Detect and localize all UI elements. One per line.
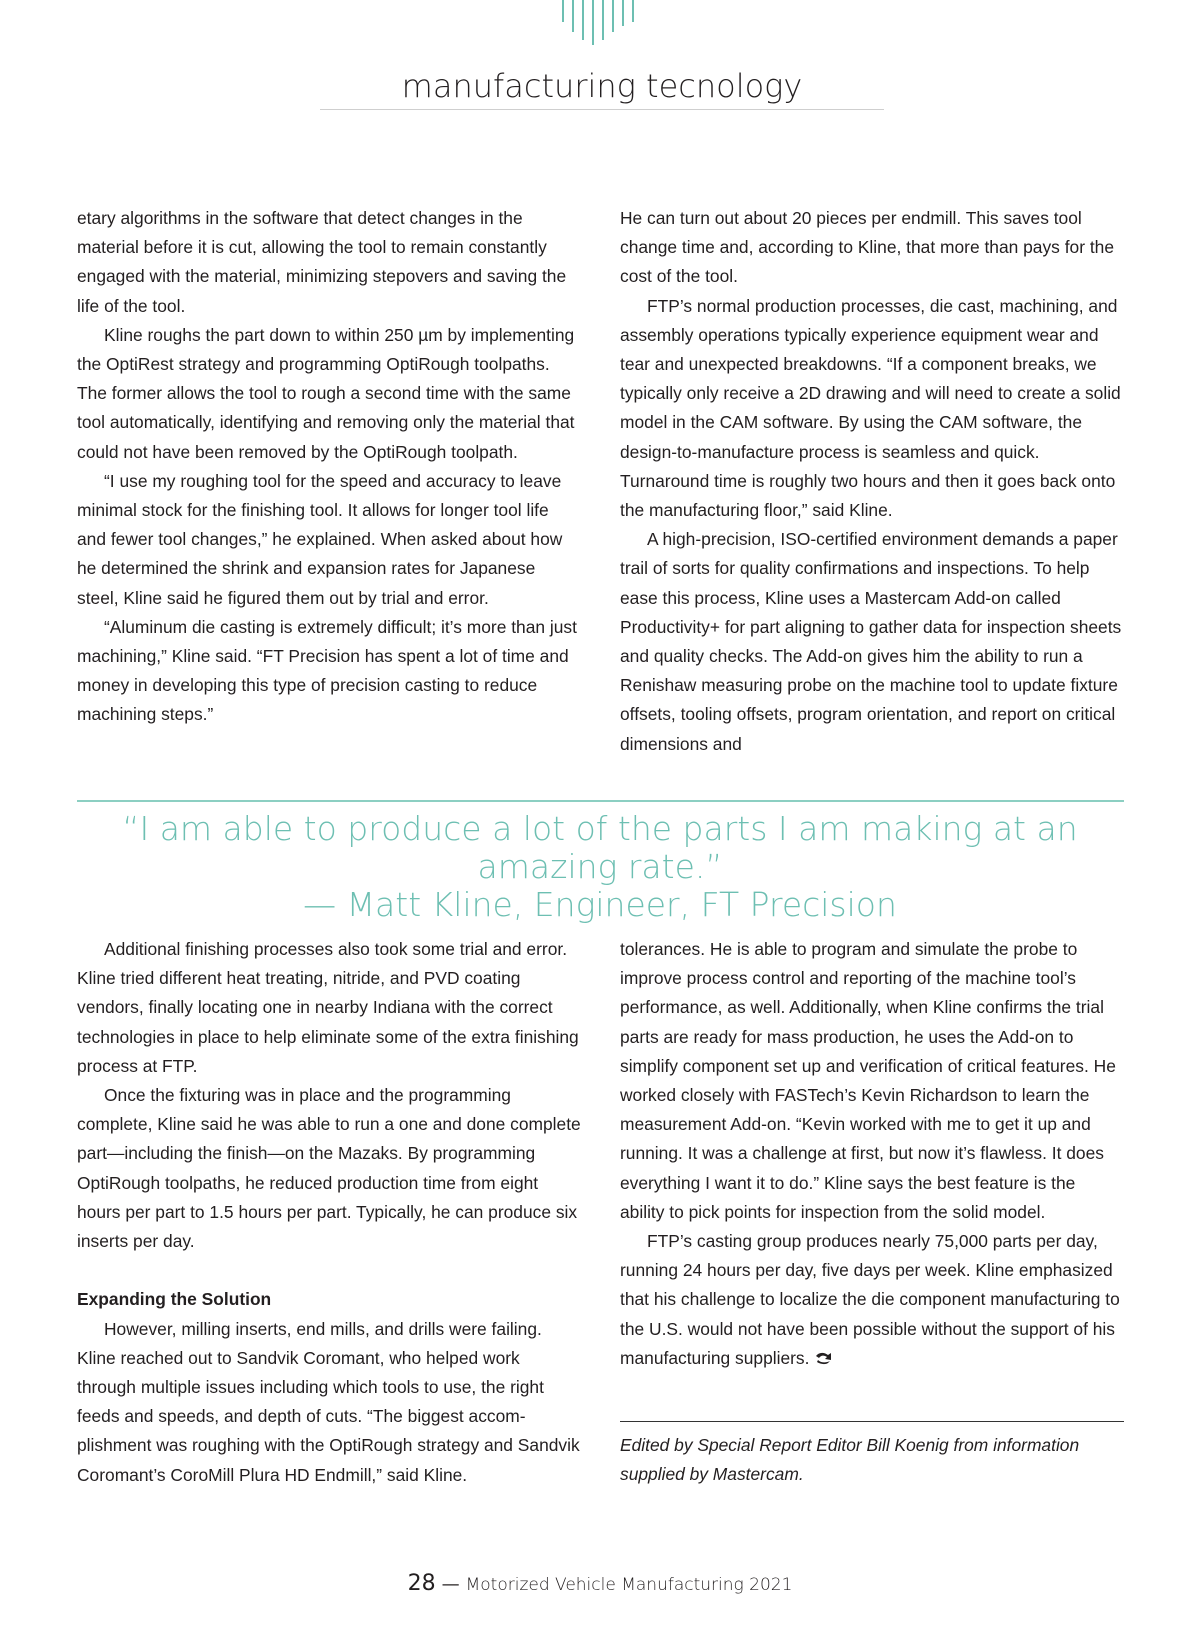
paragraph: tolerances. He is able to program and simulate the probe to improve process control and reporting of the machine tool’s performance, as well. Additionally, when Kline confirms the trial parts are ready for mass production, he uses the Add-on to simplify component set up and verification of critical features. He worked closely with FASTech’s Kevin Richardson to learn the measurement Add-on. “Kevin worked with me to get it up and running. It was a challenge at first, but now it’s flawless. It does everything I want it to do.” Kline says the best feature is the ability to pick points for inspection from the solid model. (620, 939, 1116, 1222)
article-column-top-right (620, 204, 1124, 759)
paragraph: “I use my roughing tool for the speed and accuracy to leave minimal stock for the finishing tool. It allows for longer tool life and fewer tool changes,” he explained. When asked about how he determined the shrink and expansion rates for Japanese steel, Kline said he figured them out by trial and error. (77, 470, 563, 608)
page-number: 28 (407, 1571, 436, 1596)
footer-separator: — (441, 1574, 460, 1595)
pull-quote-attribution: — Matt Kline, Engineer, FT Precision (303, 885, 897, 924)
credit-divider (620, 1421, 1124, 1422)
editor-credit: Edited by Special Report Editor Bill Koenig from information supplied by Mastercam. (620, 1435, 1080, 1485)
pull-quote-text: “I am able to produce a lot of the parts I am making at an amazing rate.” (122, 809, 1078, 886)
paragraph: Additional finishing processes also took some trial and error. Kline tried different heat treating, nitride, and PVD coating vendors, finally locating one in nearby Indiana with the correct technologies in place to help eliminate some of the extra finishing process at FTP. (77, 939, 579, 1076)
paragraph: A high-precision, ISO-certified environment demands a paper trail of sorts for quality confirmations and inspections. To help ease this process, Kline uses a Mastercam Add-on called Productivity+ for part aligning to gather data for inspection sheets and quality checks. The Add-on gives him the ability to run a Renishaw measuring probe on the machine tool to update fixture offsets, tooling offsets, program orientation, and report on critical dimensions and (620, 529, 1122, 754)
publication-name: Motorized Vehicle Manufacturing 2021 (465, 1575, 793, 1595)
paragraph: etary algorithms in the software that detect changes in the material before it is cut, allowing the tool to remain constantly engaged with the material, minimizing stepovers and saving the life of the tool. (77, 208, 567, 316)
paragraph: FTP’s normal production processes, die cast, machining, and assembly operations typically experience equipment wear and tear and unexpected breakdowns. “If a component breaks, we typically only receive a 2D drawing and will need to create a solid model in the CAM software. By using the CAM software, the design-to-manufacture process is seamless and quick. Turnaround time is roughly two hours and then it goes back onto the manufacturing floor,” said Kline. (620, 295, 1121, 521)
paragraph: “Aluminum die casting is extremely difficult; it’s more than just machining,” Kline said. “FT Precision has spent a lot of time and money in developing this type of precision casting to reduce machining steps.” (77, 616, 577, 725)
spacer (77, 1256, 581, 1285)
paragraph: He can turn out about 20 pieces per endmill. This saves tool change time and, according to Kline, that more than pays for the cost of the tool. (620, 208, 1114, 287)
article-column-bottom-right (620, 935, 1124, 1373)
article-column-top-left (77, 204, 581, 730)
end-of-article-icon (814, 1351, 834, 1365)
pull-quote-divider (77, 800, 1124, 802)
page-footer (0, 1571, 1200, 1596)
paragraph: Kline roughs the part down to within 250 µm by implementing the OptiRest strategy and programming OptiRough toolpaths. The former allows the tool to rough a second time with the same tool automatically, identifying and removing only the material that could not have been removed by the OptiRough toolpath. (77, 324, 575, 462)
paragraph: However, milling inserts, end mills, and drills were failing. Kline reached out to Sandvik Coromant, who helped work through multiple issues including which tools to use, the right feeds and speeds, and depth of cuts. “The biggest accomplishment was roughing with the OptiRough strategy and Sandvik Coromant’s CoroMill Plura HD Endmill,” said Kline. (77, 1318, 580, 1485)
subheading: Expanding the Solution (77, 1289, 272, 1310)
article-column-bottom-left (77, 935, 581, 1490)
paragraph: Once the fixturing was in place and the programming complete, Kline said he was able to run a one and done complete part—including the finish—on the Mazaks. By programming OptiRough toolpaths, he reduced production time from eight hours per part to 1.5 hours per part. Typically, he can produce six inserts per day. (77, 1085, 581, 1252)
title-divider (320, 109, 884, 110)
paragraph-text: FTP’s casting group produces nearly 75,000 parts per day, running 24 hours per day, five days per week. Kline emphasized that his challenge to localize the die component manufacturing to the U.S. would not have been possible without the support of his manufacturing suppliers. (620, 1231, 1120, 1368)
pull-quote (60, 810, 1140, 924)
section-title: manufacturing tecnology (401, 67, 803, 105)
header-decoration-lines (561, 0, 641, 46)
paragraph-final (620, 1227, 1124, 1373)
